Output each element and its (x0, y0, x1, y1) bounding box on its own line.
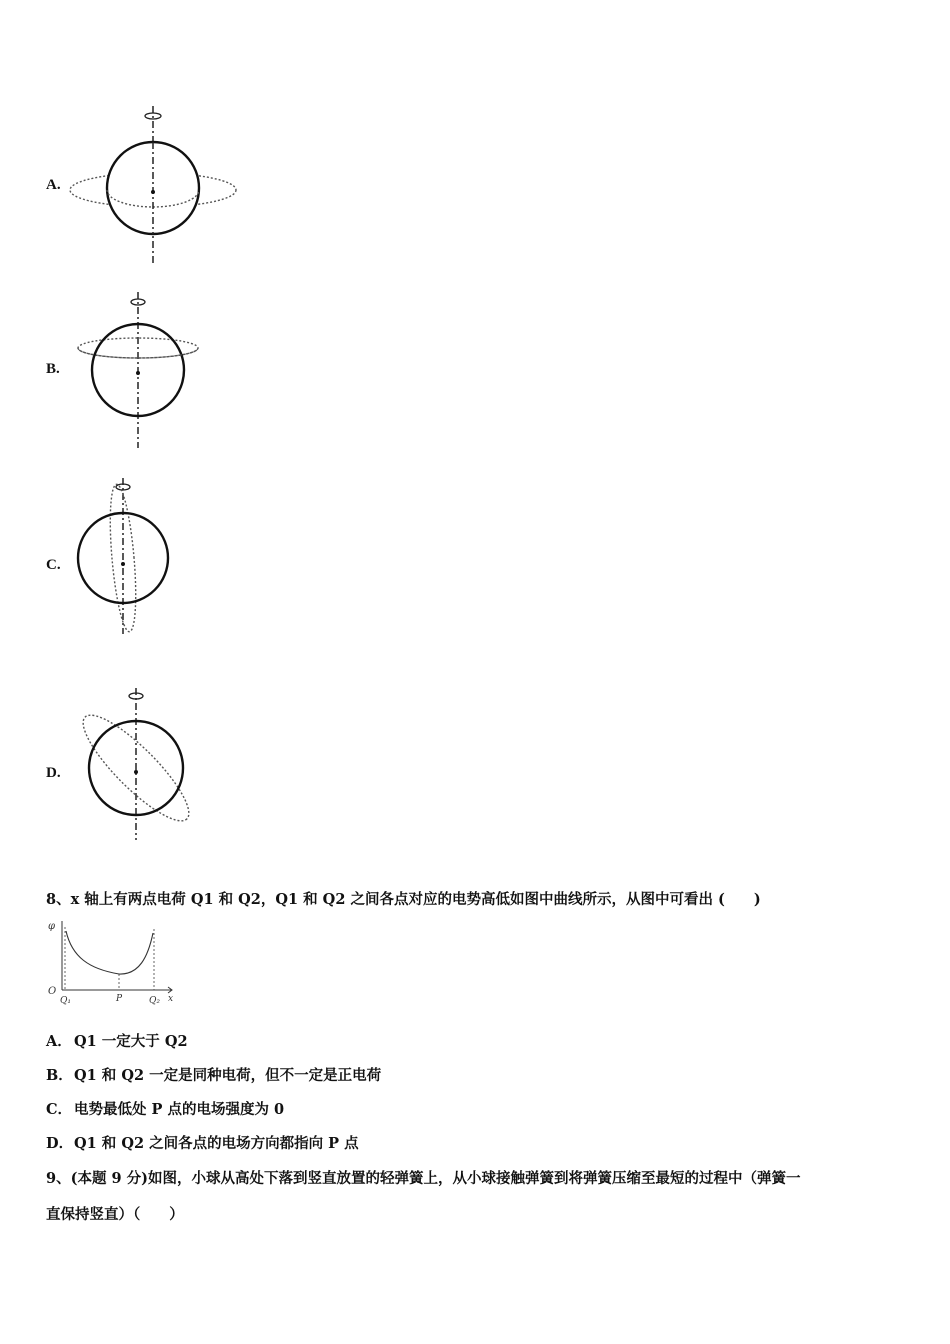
option-c-figure (70, 474, 180, 639)
answer-d[interactable] (46, 1132, 359, 1153)
sphere-center (151, 190, 155, 194)
q1-label: Q₁ (60, 996, 71, 1006)
option-d-figure (70, 684, 200, 844)
phi-label: φ (48, 921, 56, 932)
origin-label: O (48, 986, 57, 997)
answer-a-text: Q1 一定大于 Q2 (74, 1033, 188, 1050)
option-b-label: B. (46, 361, 60, 377)
question-8 (46, 888, 761, 909)
q2-label: Q₂ (149, 996, 160, 1006)
question-9-number: 9、 (46, 1170, 71, 1187)
answer-b[interactable] (46, 1064, 381, 1085)
option-a-figure (60, 100, 250, 270)
x-axis-label: x (168, 994, 174, 1004)
answer-b-text: Q1 和 Q2 一定是同种电荷，但不一定是正电荷 (74, 1067, 382, 1084)
answer-c-text: 电势最低处 P 点的电场强度为 0 (74, 1101, 285, 1118)
question-8-text: x 轴上有两点电荷 Q1 和 Q2，Q1 和 Q2 之间各点对应的电势高低如图中曲线所示，从图中可看出 ( ) (70, 891, 761, 908)
option-c-label: C. (46, 557, 61, 573)
option-d-label: D. (46, 765, 61, 781)
option-b-figure (70, 288, 210, 453)
answer-a-letter: A． (46, 1033, 72, 1050)
question-9-line2: 直保持竖直）（ ） (46, 1206, 184, 1223)
question-9-line1: (本题 9 分)如图，小球从高处下落到竖直放置的轻弹簧上，从小球接触弹簧到将弹簧压缩至最短的过程中（弹簧一 (70, 1170, 801, 1187)
answer-b-letter: B． (46, 1067, 73, 1084)
potential-graph (44, 917, 184, 1007)
answer-c[interactable] (46, 1098, 284, 1119)
p-label: P (116, 994, 123, 1004)
answer-a[interactable] (46, 1030, 188, 1051)
answer-d-text: Q1 和 Q2 之间各点的电场方向都指向 P 点 (74, 1135, 359, 1152)
answer-d-letter: D． (46, 1135, 74, 1152)
question-9 (46, 1167, 801, 1188)
potential-curve (66, 931, 153, 974)
option-a-label: A. (46, 177, 61, 193)
question-8-number: 8、 (46, 891, 71, 908)
answer-c-letter: C． (46, 1101, 73, 1118)
